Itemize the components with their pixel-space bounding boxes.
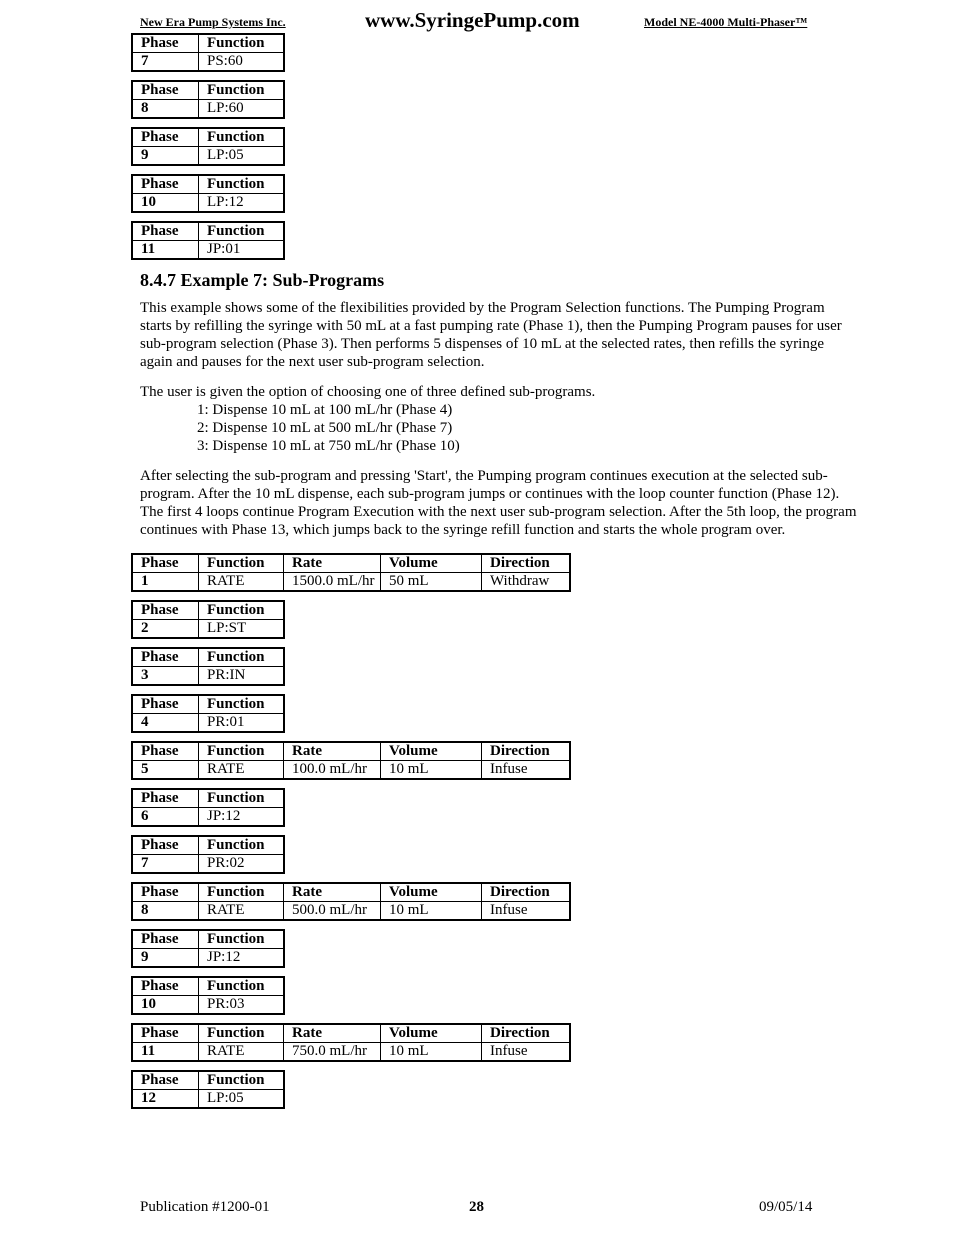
phase-table-header-row (132, 128, 284, 147)
phase-table (131, 80, 285, 119)
function-cell: LP:ST (199, 620, 285, 639)
volume-cell: 50 mL (381, 573, 482, 592)
phase-table-header-row (132, 175, 284, 194)
phase-cell: 10 (141, 996, 156, 1012)
column-header-phase: Phase (132, 930, 199, 949)
rate-cell: 100.0 mL/hr (284, 761, 381, 780)
column-header-function: Function (199, 601, 285, 620)
phase-table-header-row (132, 601, 284, 620)
phase-table-value-row (132, 902, 570, 921)
column-header-direction: Direction (482, 554, 571, 573)
phase-table-value-row (132, 761, 570, 780)
phase-table-value-row (132, 573, 570, 592)
phase-cell: 7 (141, 855, 149, 871)
column-header-function: Function (199, 977, 285, 996)
phase-cell: 10 (141, 194, 156, 210)
phase-table (131, 553, 571, 592)
phase-cell: 11 (141, 241, 156, 257)
function-cell: PR:03 (199, 996, 285, 1015)
phase-cell: 11 (141, 1043, 156, 1059)
phase-table-value-row (132, 855, 284, 874)
bottom-phase-tables (131, 553, 859, 1109)
column-header-direction: Direction (482, 742, 571, 761)
column-header-phase: Phase (132, 1024, 199, 1043)
column-header-function: Function (199, 883, 284, 902)
column-header-direction: Direction (482, 1024, 571, 1043)
column-header-phase: Phase (132, 742, 199, 761)
phase-table-value-row (132, 147, 284, 166)
direction-cell: Infuse (482, 1043, 571, 1062)
phase-table-value-row (132, 714, 284, 733)
header-company: New Era Pump Systems Inc. (140, 15, 286, 29)
phase-table-header-row (132, 789, 284, 808)
section-paragraph-1: This example shows some of the flexibilities provided by the Program Selection functions. The Pumping Program starts by refilling the syringe with 50 mL at a fast pumping rate (Phase 1), then the Pumping Program pauses for user sub-program selection (Phase 3). Then performs 5 dispenses of 10 mL at the selected rates, then refills the syringe again and pauses for the next user sub-program selection. (140, 300, 842, 370)
function-cell: RATE (199, 573, 284, 592)
section-paragraph-3: After selecting the sub-program and pressing 'Start', the Pumping program continues execution at the selected sub-program. After the 10 mL dispense, each sub-program jumps or continues with the loop counter function (Phase 12). The first 4 loops continue Program Execution with the next user sub-program selection. After the 5th loop, the program continues with Phase 13, which jumps back to the syringe refill function and starts the whole program over. (140, 468, 857, 538)
function-cell: LP:05 (199, 1090, 285, 1109)
column-header-function: Function (199, 128, 285, 147)
function-cell: RATE (199, 902, 284, 921)
phase-table (131, 929, 285, 968)
column-header-volume: Volume (381, 883, 482, 902)
phase-table-value-row (132, 620, 284, 639)
header-model: Model NE-4000 Multi-Phaser™ (644, 15, 808, 29)
rate-cell: 750.0 mL/hr (284, 1043, 381, 1062)
phase-table-value-row (132, 996, 284, 1015)
phase-table (131, 221, 285, 260)
footer-date: 09/05/14 (759, 1199, 813, 1215)
column-header-function: Function (199, 695, 285, 714)
option-2: 2: Dispense 10 mL at 500 mL/hr (Phase 7) (197, 420, 453, 436)
function-cell: PR:02 (199, 855, 285, 874)
phase-table-value-row (132, 667, 284, 686)
phase-cell: 3 (141, 667, 149, 683)
column-header-rate: Rate (284, 554, 381, 573)
phase-table (131, 33, 285, 72)
phase-cell: 7 (141, 53, 149, 69)
function-cell: RATE (199, 761, 284, 780)
section-title: 8.4.7 Example 7: Sub-Programs (140, 270, 385, 290)
phase-table-header-row (132, 81, 284, 100)
function-cell: LP:60 (199, 100, 285, 119)
phase-cell: 9 (141, 949, 149, 965)
phase-cell: 12 (141, 1090, 156, 1106)
phase-table-value-row (132, 1090, 284, 1109)
phase-table-header-row (132, 836, 284, 855)
phase-table-header-row (132, 1071, 284, 1090)
volume-cell: 10 mL (381, 1043, 482, 1062)
phase-table (131, 1070, 285, 1109)
column-header-function: Function (199, 789, 285, 808)
phase-cell: 5 (141, 761, 149, 777)
phase-table-value-row (132, 100, 284, 119)
phase-table-header-row (132, 34, 284, 53)
column-header-function: Function (199, 1024, 284, 1043)
column-header-phase: Phase (132, 34, 199, 53)
phase-table-header-row (132, 977, 284, 996)
page-content (131, 33, 859, 1117)
phase-table (131, 882, 571, 921)
phase-cell: 2 (141, 620, 149, 636)
option-3: 3: Dispense 10 mL at 750 mL/hr (Phase 10) (197, 438, 460, 454)
phase-table (131, 1023, 571, 1062)
column-header-volume: Volume (381, 1024, 482, 1043)
phase-table-header-row (132, 742, 570, 761)
phase-table-header-row (132, 883, 570, 902)
options-intro: The user is given the option of choosing one of three defined sub-programs. (140, 384, 596, 400)
phase-cell: 8 (141, 902, 149, 918)
column-header-function: Function (199, 836, 285, 855)
column-header-volume: Volume (381, 554, 482, 573)
phase-table-value-row (132, 241, 284, 260)
phase-cell: 4 (141, 714, 149, 730)
direction-cell: Infuse (482, 761, 571, 780)
column-header-volume: Volume (381, 742, 482, 761)
phase-table (131, 127, 285, 166)
column-header-function: Function (199, 648, 285, 667)
column-header-phase: Phase (132, 128, 199, 147)
section-paragraph-2 (140, 383, 859, 455)
volume-cell: 10 mL (381, 761, 482, 780)
phase-table (131, 694, 285, 733)
column-header-phase: Phase (132, 789, 199, 808)
phase-table (131, 835, 285, 874)
function-cell: PR:01 (199, 714, 285, 733)
phase-table-value-row (132, 194, 284, 213)
phase-table-header-row (132, 1024, 570, 1043)
volume-cell: 10 mL (381, 902, 482, 921)
top-phase-tables (131, 33, 859, 260)
column-header-function: Function (199, 1071, 285, 1090)
direction-cell: Infuse (482, 902, 571, 921)
column-header-function: Function (199, 175, 285, 194)
column-header-function: Function (199, 742, 284, 761)
phase-table-header-row (132, 695, 284, 714)
column-header-phase: Phase (132, 883, 199, 902)
phase-table-value-row (132, 1043, 570, 1062)
function-cell: LP:05 (199, 147, 285, 166)
column-header-rate: Rate (284, 1024, 381, 1043)
rate-cell: 500.0 mL/hr (284, 902, 381, 921)
column-header-function: Function (199, 554, 284, 573)
phase-table (131, 741, 571, 780)
column-header-function: Function (199, 222, 285, 241)
phase-cell: 6 (141, 808, 149, 824)
column-header-direction: Direction (482, 883, 571, 902)
phase-cell: 8 (141, 100, 149, 116)
option-1: 1: Dispense 10 mL at 100 mL/hr (Phase 4) (197, 402, 453, 418)
function-cell: PS:60 (199, 53, 285, 72)
function-cell: JP:01 (199, 241, 285, 260)
phase-table-header-row (132, 222, 284, 241)
function-cell: PR:IN (199, 667, 285, 686)
phase-table-header-row (132, 930, 284, 949)
phase-table (131, 788, 285, 827)
column-header-phase: Phase (132, 1071, 199, 1090)
phase-table (131, 647, 285, 686)
column-header-phase: Phase (132, 648, 199, 667)
phase-table-header-row (132, 648, 284, 667)
function-cell: LP:12 (199, 194, 285, 213)
footer-page-number: 28 (469, 1199, 484, 1215)
column-header-phase: Phase (132, 695, 199, 714)
rate-cell: 1500.0 mL/hr (284, 573, 381, 592)
column-header-function: Function (199, 81, 285, 100)
phase-table-value-row (132, 53, 284, 72)
phase-table-header-row (132, 554, 570, 573)
header-website: www.SyringePump.com (365, 8, 580, 32)
phase-table-value-row (132, 949, 284, 968)
direction-cell: Withdraw (482, 573, 571, 592)
phase-table (131, 174, 285, 213)
footer-publication: Publication #1200-01 (140, 1199, 270, 1215)
phase-table (131, 600, 285, 639)
column-header-phase: Phase (132, 554, 199, 573)
phase-table-value-row (132, 808, 284, 827)
column-header-function: Function (199, 34, 285, 53)
phase-cell: 1 (141, 573, 149, 589)
column-header-phase: Phase (132, 977, 199, 996)
column-header-phase: Phase (132, 81, 199, 100)
column-header-rate: Rate (284, 742, 381, 761)
phase-cell: 9 (141, 147, 149, 163)
phase-table (131, 976, 285, 1015)
column-header-phase: Phase (132, 222, 199, 241)
column-header-phase: Phase (132, 175, 199, 194)
column-header-phase: Phase (132, 836, 199, 855)
column-header-rate: Rate (284, 883, 381, 902)
function-cell: JP:12 (199, 808, 285, 827)
function-cell: RATE (199, 1043, 284, 1062)
column-header-phase: Phase (132, 601, 199, 620)
function-cell: JP:12 (199, 949, 285, 968)
column-header-function: Function (199, 930, 285, 949)
